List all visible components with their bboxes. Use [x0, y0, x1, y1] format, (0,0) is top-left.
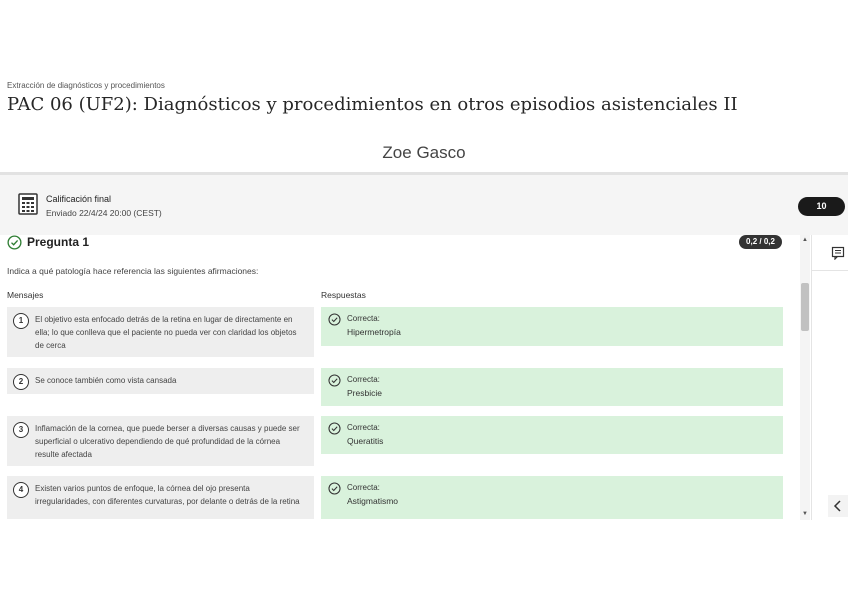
check-circle-icon — [328, 374, 341, 387]
answer-value: Presbicie — [347, 388, 382, 398]
item-number: 2 — [13, 374, 29, 390]
notes-icon[interactable] — [831, 246, 845, 260]
message-item — [7, 416, 314, 466]
answer-status: Correcta: — [347, 375, 380, 384]
message-item — [7, 476, 314, 519]
side-panel-divider — [811, 270, 848, 271]
page-title: PAC 06 (UF2): Diagnósticos y procedimientos en otros episodios asistenciales II — [7, 94, 738, 115]
answer-item — [321, 368, 783, 406]
vertical-scrollbar[interactable] — [800, 235, 810, 520]
answer-item — [321, 476, 783, 519]
submission-date: Enviado 22/4/24 20:00 (CEST) — [46, 208, 162, 218]
check-circle-icon — [7, 235, 22, 250]
item-number: 1 — [13, 313, 29, 329]
message-item — [7, 307, 314, 357]
message-text: Inflamación de la cornea, que puede berser a diversas causas y puede ser superficial o ulcerativo dependiendo de qué profundidad de la córnea resulte afectada — [35, 424, 300, 459]
check-circle-icon — [328, 482, 341, 495]
check-circle-icon — [328, 422, 341, 435]
message-text: Existen varios puntos de enfoque, la córnea del ojo presenta irregularidades, con diferentes curvaturas, por delante o detrás de la retina — [35, 484, 300, 506]
answer-item — [321, 416, 783, 454]
final-grade-label: Calificación final — [46, 194, 112, 204]
final-grade-badge: 10 — [798, 197, 845, 216]
question-instruction: Indica a qué patología hace referencia las siguientes afirmaciones: — [7, 266, 259, 276]
answer-value: Hipermetropía — [347, 327, 401, 337]
item-number: 4 — [13, 482, 29, 498]
breadcrumb[interactable]: Extracción de diagnósticos y procedimientos — [7, 81, 165, 90]
check-circle-icon — [328, 313, 341, 326]
message-text: El objetivo esta enfocado detrás de la retina en lugar de directamente en ella; lo que conlleva que el paciente no pueda ver con claridad los objetos de cerca — [35, 315, 297, 350]
answer-item — [321, 307, 783, 346]
chevron-left-icon[interactable] — [833, 500, 843, 512]
question-title: Pregunta 1 — [27, 235, 90, 249]
scroll-up-arrow-icon[interactable]: ▲ — [802, 237, 808, 243]
scroll-down-arrow-icon[interactable]: ▼ — [802, 511, 808, 517]
clipped-row — [0, 476, 800, 519]
message-item — [7, 368, 314, 394]
answers-column-header: Respuestas — [321, 290, 366, 300]
answer-status: Correcta: — [347, 483, 380, 492]
item-number: 3 — [13, 422, 29, 438]
final-grade-bar — [0, 175, 848, 235]
student-name: Zoe Gasco — [382, 143, 466, 162]
answer-value: Astigmatismo — [347, 496, 399, 506]
scrollbar-thumb[interactable] — [801, 283, 809, 331]
answer-status: Correcta: — [347, 314, 380, 323]
question-score-badge: 0,2 / 0,2 — [739, 235, 782, 249]
calculator-icon — [17, 193, 39, 215]
messages-column-header: Mensajes — [7, 290, 44, 300]
answer-status: Correcta: — [347, 423, 380, 432]
side-panel — [811, 235, 848, 520]
answer-value: Queratitis — [347, 436, 384, 446]
message-text: Se conoce también como vista cansada — [35, 376, 177, 385]
